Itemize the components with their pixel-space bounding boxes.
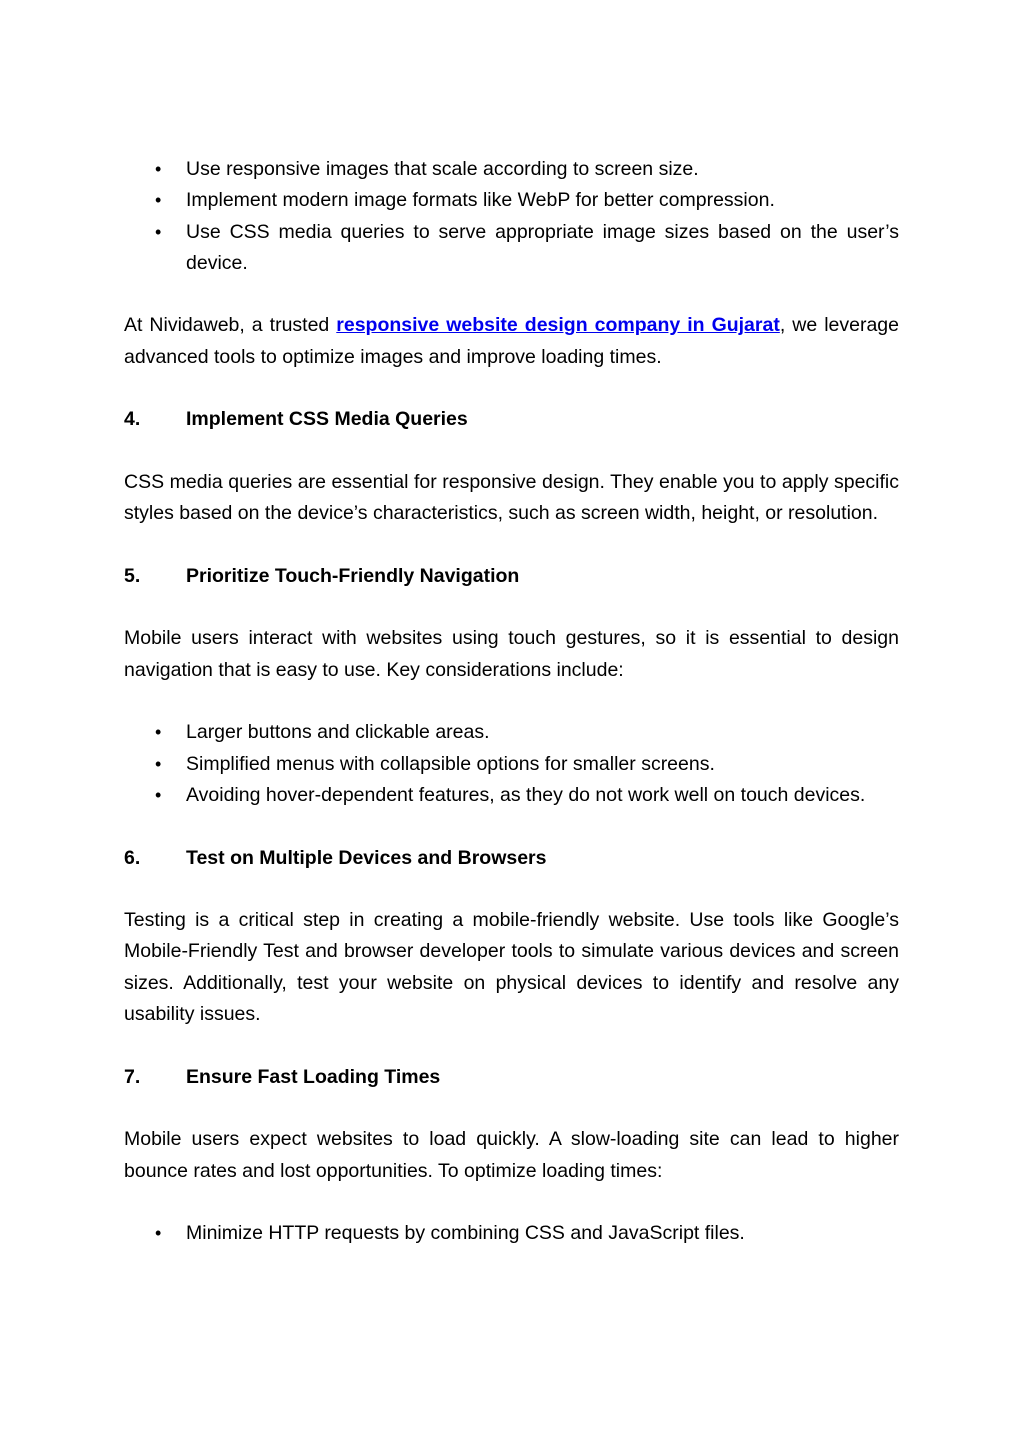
section-7-body: Mobile users expect websites to load quickly. A slow-loading site can lead to higher bounce rates and lost opportunities. To optimize loading times: — [124, 1128, 899, 1182]
section-4-body: CSS media queries are essential for responsive design. They enable you to apply specific styles based on the device’s characteristics, such as screen width, height, or resolution. — [124, 470, 899, 525]
section-5-heading: 5. Prioritize Touch-Friendly Navigation — [124, 564, 520, 587]
list-item: • Use CSS media queries to serve appropriate image sizes based on the user’s device. — [124, 217, 899, 280]
section-5-body: Mobile users interact with websites using touch gestures, so it is essential to design navigation that is easy to use. Key considerations include: — [124, 627, 899, 681]
bullet-icon: • — [155, 1223, 162, 1244]
section-4-heading: 4. Implement CSS Media Queries — [124, 408, 468, 431]
list-item: • Implement modern image formats like WebP for better compression. — [124, 185, 899, 216]
section-6-heading: 6. Test on Multiple Devices and Browsers — [124, 846, 547, 869]
image-tips-list — [124, 154, 899, 279]
bullet-icon: • — [155, 159, 162, 179]
list-item: • Minimize HTTP requests by combining CSS and JavaScript files. — [124, 1218, 899, 1249]
company-link[interactable]: responsive website design company in Gujarat — [336, 314, 780, 337]
list-item: • Use responsive images that scale according to screen size. — [124, 154, 899, 185]
bullet-icon: • — [155, 753, 162, 774]
loading-tips-list — [124, 1218, 899, 1249]
list-item: • Simplified menus with collapsible options for smaller screens. — [124, 749, 899, 780]
nividaweb-paragraph: At Nividaweb, a trusted responsive website design company in Gujarat, we leverage advanced tools to optimize images and improve loading times. — [124, 314, 899, 368]
navigation-tips-list — [124, 717, 899, 811]
bullet-icon: • — [155, 722, 162, 743]
section-7-heading: 7. Ensure Fast Loading Times — [124, 1065, 441, 1088]
list-item: • Larger buttons and clickable areas. — [124, 717, 899, 748]
bullet-icon: • — [155, 221, 162, 242]
bullet-icon: • — [155, 190, 162, 211]
list-item: • Avoiding hover-dependent features, as they do not work well on touch devices. — [124, 780, 899, 811]
section-6-body: Testing is a critical step in creating a mobile-friendly website. Use tools like Google’s Mobile-Friendly Test and browser developer tools to simulate various devices and screen sizes. Additionally, test your website on physical devices to identify and resolve any usability issues. — [124, 909, 899, 1026]
document-page — [124, 154, 899, 1249]
bullet-icon: • — [155, 784, 162, 805]
